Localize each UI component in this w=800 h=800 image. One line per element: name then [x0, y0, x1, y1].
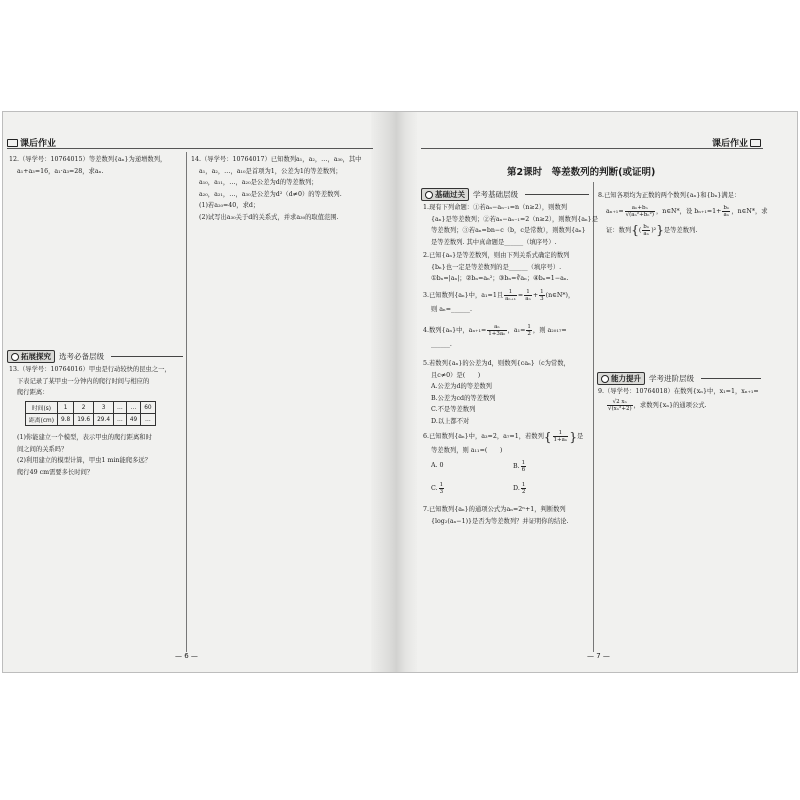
left-header-title: 课后作业 [20, 139, 57, 149]
basics-badge: 基础过关 [421, 188, 469, 201]
option-b: B. $\frac{1}{6}$ [513, 460, 526, 473]
right-header-title: 课后作业 [711, 139, 748, 149]
lesson-title: 第2课时 等差数列的判断(或证明) [507, 167, 656, 178]
advanced-badge: 能力提升 [597, 372, 645, 385]
left-page-number: — 6 — [175, 652, 198, 660]
advanced-banner: 能力提升 学考进阶层级 [597, 372, 761, 385]
right-column-divider [593, 182, 594, 652]
table-row: 时间(s) 1 2 3 … … 60 [26, 402, 156, 414]
bulb-icon [11, 353, 19, 361]
bulb-icon [425, 191, 433, 199]
book-spine [371, 112, 417, 672]
option-d: D. $\frac{1}{2}$ [513, 482, 526, 495]
question-4: 4.数列{aₙ}中，aₙ₊₁= $\frac{\text{aₙ}}{\text{1+3aₙ}}$ ，a₁= $\frac{1}{2}$ ，则 a₂₀₁₇= ______. [423, 324, 567, 348]
question-12: 12.（导学号：10764015）等差数列{aₙ}为递增数列， a₁+a₃=16，a₁·a₃=28，求aₙ. [9, 156, 167, 175]
basics-banner: 基础过关 学考基础层级 [421, 188, 589, 201]
crawl-table [25, 401, 156, 426]
fraction: $\frac{1}{2}$ [527, 324, 531, 337]
right-page-number: — 7 — [587, 652, 610, 660]
fraction: $\frac{\text{bₙ}}{\text{aₙ}}$ [723, 204, 730, 218]
fraction: $\frac{\text{√2 xₙ}}{\text{√(xₙ²+2)}}$ [608, 398, 632, 412]
fraction: $\frac{1}{3}$ [540, 289, 544, 302]
right-header-rule [421, 148, 763, 149]
question-7: 7.已知数列{aₙ}的通项公式为aₙ=2ⁿ+1，判断数列 {log₂(aₙ−1)}是否为等差数列？并证明你的结论. [423, 506, 569, 525]
question-8: 8.已知各项均为正数的两个数列{aₙ}和{bₙ}满足： aₙ₊₁= $\frac{\text{aₙ+bₙ}}{\text{√(aₙ²+bₙ²)}}$ ，n∈N*，设 bₙ₊₁=1+ $\frac{\text{bₙ}}{\text{aₙ}}$ ，n∈N*，求 证：数列{( $\frac{\text{bₙ}}{\text{aₙ}}$ )²}是等差数列. [598, 192, 768, 237]
book-icon [7, 139, 18, 147]
left-page [3, 112, 375, 672]
fraction: $\frac{1}{\text{aₙ}}$ [525, 289, 531, 302]
left-column-divider [186, 152, 187, 652]
question-14: 14.（导学号：10764017）已知数列a₁，a₂，…，a₃₀，其中 a₁，a₂，…，a₁₀是首项为1，公差为1的等差数列； a₁₀，a₁₁，…，a₂₀是公差为d的等差数列； a₂₀，a₂₁，…，a₃₀是公差为d²（d≠0）的等差数列. (1)若a₂₀=40，求d； (2)试写出a₃₀关于d的关系式，并求a₃₀的取值范围. [191, 156, 362, 221]
bulb-icon [601, 375, 609, 383]
extension-badge: 拓展探究 [7, 350, 55, 363]
extension-banner: 拓展探究 选考必备层级 [7, 350, 183, 363]
question-2: 2.已知{aₙ}是等差数列，则由下列关系式确定的数列 {bₙ}也一定是等差数列的是______（填序号）. ①bₙ=|aₙ|；②bₙ=aₙ²；③bₙ=∛aₙ；④bₙ=1−aₙ. [423, 252, 570, 282]
option-a: A. 0 [431, 462, 444, 469]
question-9: 9.（导学号：10764018）在数列{xₙ}中，x₁=1，xₙ₊₁= $\frac{\text{√2 xₙ}}{\text{√(xₙ²+2)}}$ ，求数列{xₙ}的通项公式. [598, 388, 759, 412]
book-icon [750, 139, 761, 147]
question-1: 1.现有下列命题：①若aₙ−aₙ₋₁=n（n≥2），则数列 {aₙ}是等差数列；②若aₙ−aₙ₋₁=2（n≥2），则数列{aₙ}是 等差数列；③若aₙ=bn−c（b，c是常数），则数列{aₙ} 是等差数列. 其中真命题是______（填序号）. [423, 204, 598, 246]
right-page [417, 112, 797, 672]
question-5: 5.若数列{aₙ}的公差为d，则数列{caₙ}（c为常数， 且c≠0）是( ) A.公差为d的等差数列 B.公差为cd的等差数列 C.不是等差数列 D.以上都不对 [423, 360, 570, 425]
left-header-rule [7, 148, 373, 149]
fraction: $\frac{\text{aₙ}}{\text{1+3aₙ}}$ [488, 324, 506, 337]
book-spread [3, 112, 797, 672]
question-6: 6.已知数列{aₙ}中，a₃=2，a₇=1，若数列{ $\frac{1}{\text{1+aₙ}}$ }是 等差数列，则 a₁₁=( ) [423, 429, 584, 454]
question-3: 3.已知数列{aₙ}中，a₁=1且 $\frac{1}{\text{aₙ₊₁}}$ = $\frac{1}{\text{aₙ}}$ + $\frac{1}{3}$ (n∈N*)， 则 aₙ=______. [423, 289, 575, 313]
fraction: $\frac{\text{bₙ}}{\text{aₙ}}$ [643, 223, 650, 237]
fraction: $\frac{1}{\text{1+aₙ}}$ [553, 430, 568, 443]
fraction: $\frac{1}{\text{aₙ₊₁}}$ [505, 289, 516, 302]
table-row: 距离(cm) 9.8 19.6 29.4 … 49 … [26, 414, 156, 426]
option-c: C. $\frac{1}{3}$ [431, 482, 444, 495]
question-13: 13.（导学号：10764016）甲虫是行动较快的昆虫之一， 下表记录了某甲虫一分钟内的爬行时间与相应的 爬行距离： [9, 366, 171, 396]
fraction: $\frac{\text{aₙ+bₙ}}{\text{√(aₙ²+bₙ²)}}$ [625, 204, 654, 218]
question-13-parts: (1)你能建立一个模型，表示甲虫的爬行距离和时 间之间的关系吗？ (2)利用建立的模型计算，甲虫1 min能爬多远？ 爬行49 cm需要多长时间？ [17, 434, 152, 476]
